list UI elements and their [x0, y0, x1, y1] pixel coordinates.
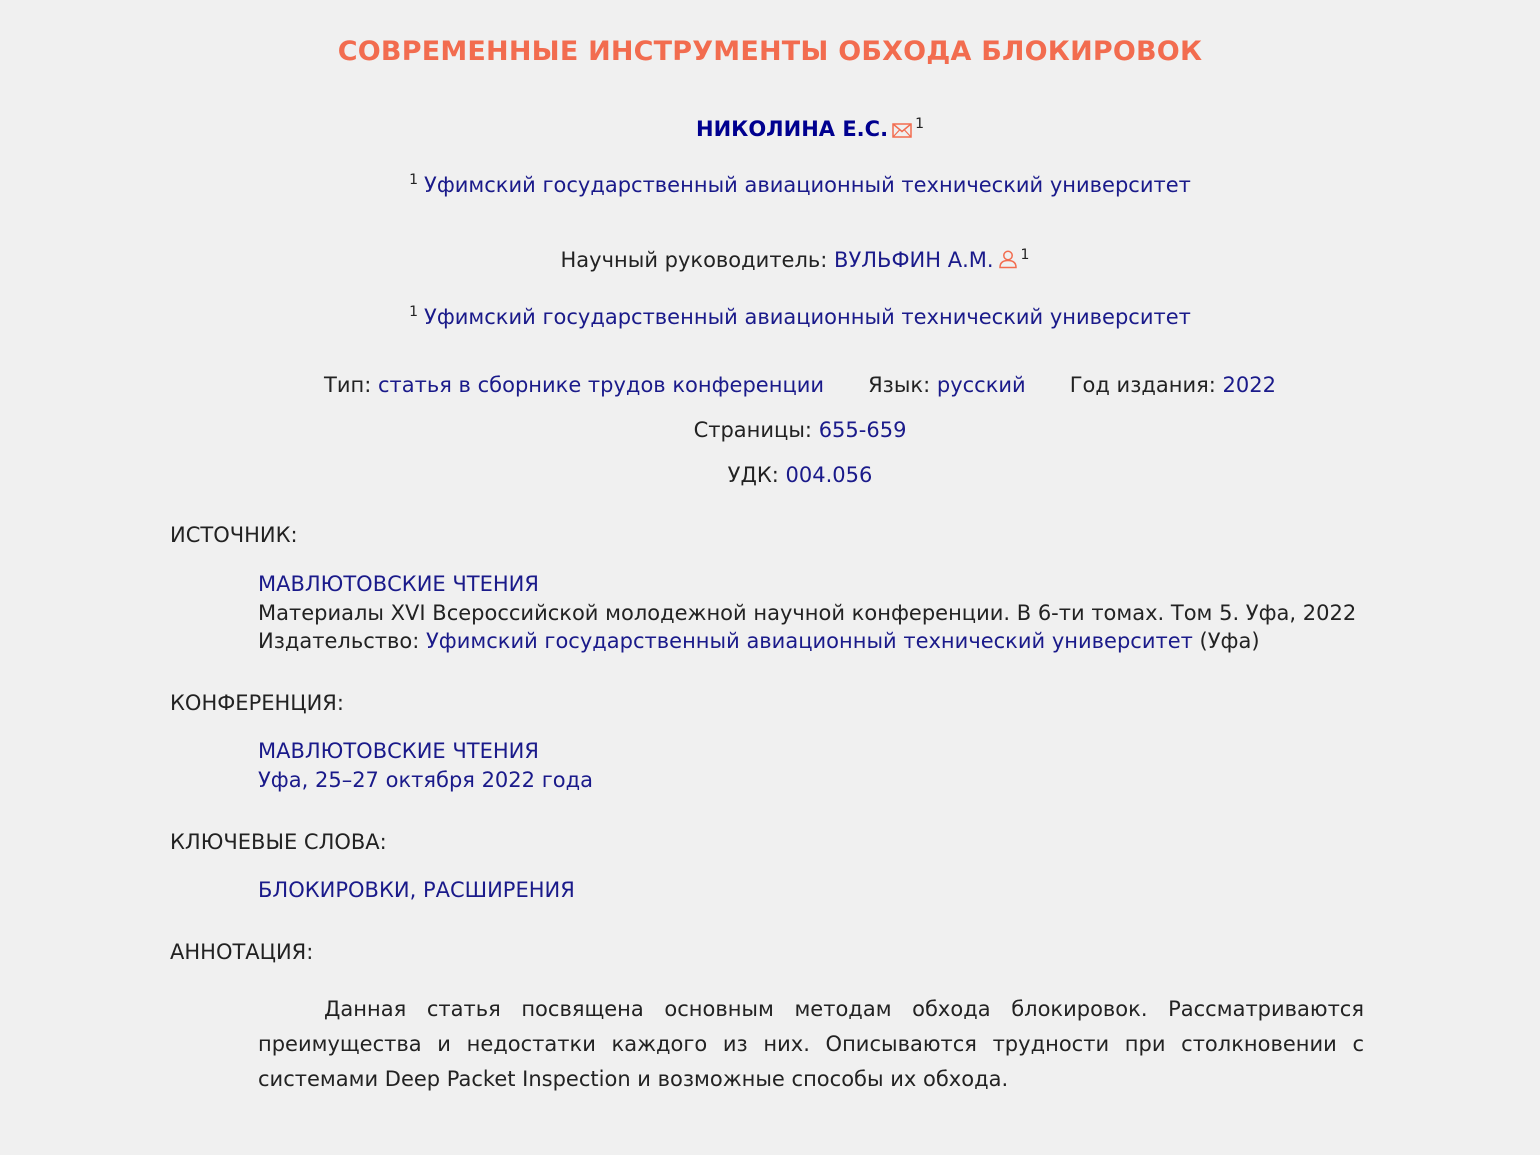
keywords-heading: КЛЮЧЕВЫЕ СЛОВА: — [170, 830, 387, 854]
udk-line — [0, 463, 1540, 487]
envelope-icon[interactable] — [892, 119, 912, 143]
udk-label: УДК: — [727, 463, 779, 487]
source-heading: ИСТОЧНИК: — [170, 523, 298, 547]
supervisor-affiliation — [0, 304, 1540, 329]
udk-value: 004.056 — [785, 463, 873, 487]
conference-place-date[interactable]: Уфа, 25–27 октября 2022 года — [258, 767, 593, 792]
pages-label: Страницы: — [693, 418, 812, 442]
meta-line — [0, 373, 1540, 397]
source-block — [258, 570, 1356, 656]
publisher-link[interactable]: Уфимский государственный авиационный технический университет — [425, 629, 1193, 653]
author-line — [0, 116, 1540, 143]
article-title: СОВРЕМЕННЫЕ ИНСТРУМЕНТЫ ОБХОДА БЛОКИРОВОК — [337, 36, 1203, 67]
keyword-separator: , — [409, 878, 423, 902]
conference-heading: КОНФЕРЕНЦИЯ: — [170, 691, 344, 715]
year-label: Год издания: — [1069, 373, 1216, 397]
publisher-city: (Уфа) — [1199, 629, 1260, 653]
supervisor-label: Научный руководитель: — [560, 248, 828, 272]
type-label: Тип: — [324, 373, 372, 397]
supervisor-line — [0, 247, 1540, 274]
person-icon[interactable] — [998, 249, 1018, 274]
conference-block — [258, 737, 593, 794]
pages-value: 655-659 — [818, 418, 907, 442]
conference-name-link[interactable]: МАВЛЮТОВСКИЕ ЧТЕНИЯ — [258, 739, 539, 763]
author-name[interactable]: НИКОЛИНА Е.С. — [696, 117, 889, 141]
supervisor-name[interactable]: ВУЛЬФИН А.М. — [834, 248, 994, 272]
affiliation-sup: 1 — [409, 172, 419, 188]
keywords-block — [258, 876, 575, 905]
author-affiliation-sup: 1 — [915, 116, 924, 132]
author-affiliation — [0, 172, 1540, 197]
annotation-text: Данная статья посвящена основным методам обхода блокировок. Рассматриваются преимущества и недостатки каждого из них. Описываются трудности при столкновении с системами Deep Packet Inspection и возможные способы их обхода. — [258, 997, 1364, 1091]
annotation-heading: АННОТАЦИЯ: — [170, 940, 314, 964]
keyword-link[interactable]: РАСШИРЕНИЯ — [422, 878, 575, 902]
supervisor-affiliation-sup: 1 — [1020, 247, 1030, 263]
keyword-link[interactable]: БЛОКИРОВКИ — [258, 878, 410, 902]
pages-line — [0, 418, 1540, 442]
lang-label: Язык: — [868, 373, 931, 397]
affiliation-link[interactable]: Уфимский государственный авиационный технический университет — [424, 173, 1191, 197]
affiliation-link[interactable]: Уфимский государственный авиационный технический университет — [424, 305, 1191, 329]
source-description: Материалы XVI Всероссийской молодежной научной конференции. В 6-ти томах. Том 5. Уфа, 2022 — [258, 600, 1357, 625]
publisher-line — [258, 627, 1356, 656]
year-value: 2022 — [1222, 373, 1276, 397]
type-value: статья в сборнике трудов конференции — [377, 373, 825, 397]
source-name-link[interactable]: МАВЛЮТОВСКИЕ ЧТЕНИЯ — [258, 572, 539, 596]
lang-value: русский — [936, 373, 1026, 397]
publisher-label: Издательство: — [258, 629, 420, 653]
affiliation-sup: 1 — [409, 304, 419, 320]
